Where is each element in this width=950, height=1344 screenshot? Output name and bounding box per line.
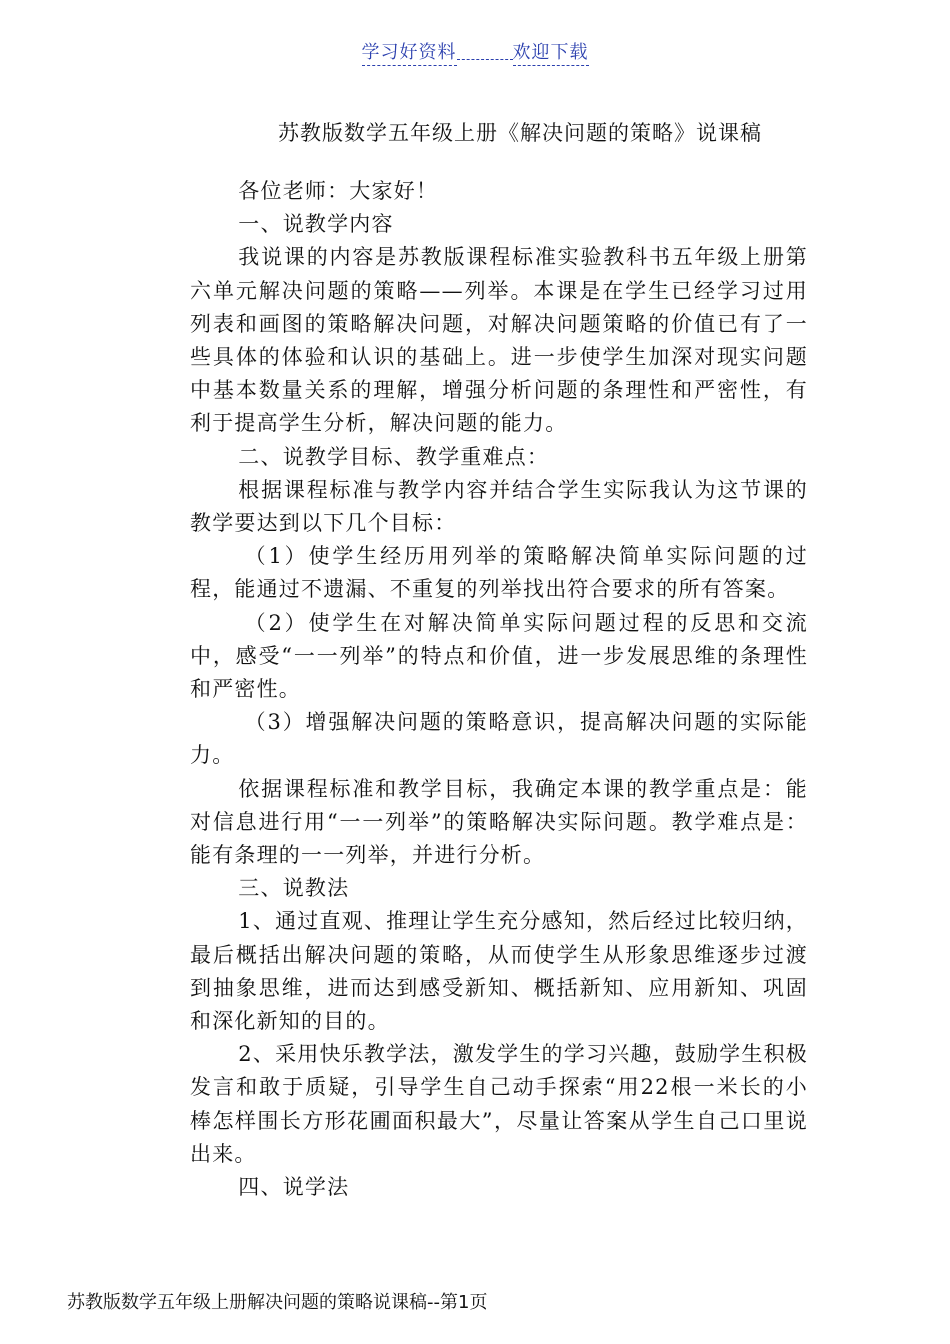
goal-item-3: （3）增强解决问题的策略意识，提高解决问题的实际能力。 bbox=[190, 710, 808, 768]
page-header bbox=[0, 38, 950, 64]
header-right-text: 欢迎下载 bbox=[513, 42, 589, 66]
section-heading-4: 四、说学法 bbox=[238, 1175, 350, 1200]
document-body bbox=[190, 175, 808, 1204]
paragraph-key-points: 依据课程标准和教学目标，我确定本课的教学重点是：能对信息进行用“一一列举”的策略解决实际问题。教学难点是：能有条理的一一列举，并进行分析。 bbox=[190, 776, 808, 868]
section-heading-1: 一、说教学内容 bbox=[238, 212, 394, 237]
method-item-2: 2、采用快乐教学法，激发学生的学习兴趣，鼓励学生积极发言和敢于质疑，引导学生自己动手探索“用22根一米长的小棒怎样围长方形花圃面积最大”，尽量让答案从学生自己口里说出来。 bbox=[190, 1042, 808, 1166]
page-footer: 苏教版数学五年级上册解决问题的策略说课稿--第1页 bbox=[67, 1292, 488, 1313]
document-title: 苏教版数学五年级上册《解决问题的策略》说课稿 bbox=[278, 121, 762, 145]
greeting: 各位老师：大家好！ bbox=[238, 179, 439, 203]
section-heading-2: 二、说教学目标、教学重难点： bbox=[238, 444, 550, 469]
goal-item-2: （2）使学生在对解决简单实际问题过程的反思和交流中，感受“一一列举”的特点和价值，进一步发展思维的条理性和严密性。 bbox=[190, 610, 808, 702]
goal-item-1: （1）使学生经历用列举的策略解决简单实际问题的过程，能通过不遗漏、不重复的列举找出符合要求的所有答案。 bbox=[190, 544, 808, 602]
paragraph-content: 我说课的内容是苏教版课程标准实验教科书五年级上册第六单元解决问题的策略——列举。本课是在学生已经学习过用列表和画图的策略解决问题，对解决问题策略的价值已有了一些具体的体验和认识的基础上。进一步使学生加深对现实问题中基本数量关系的理解，增强分析问题的条理性和严密性，有利于提高学生分析，解决问题的能力。 bbox=[190, 245, 808, 436]
section-heading-3: 三、说教法 bbox=[238, 876, 350, 901]
header-left-text: 学习好资料 bbox=[362, 42, 457, 66]
header-divider bbox=[457, 56, 513, 60]
paragraph-goals-intro: 根据课程标准与教学内容并结合学生实际我认为这节课的教学要达到以下几个目标： bbox=[190, 477, 808, 536]
method-item-1: 1、通过直观、推理让学生充分感知，然后经过比较归纳，最后概括出解决问题的策略，从而使学生从形象思维逐步过渡到抽象思维，进而达到感受新知、概括新知、应用新知、巩固和深化新知的目的。 bbox=[190, 909, 808, 1034]
